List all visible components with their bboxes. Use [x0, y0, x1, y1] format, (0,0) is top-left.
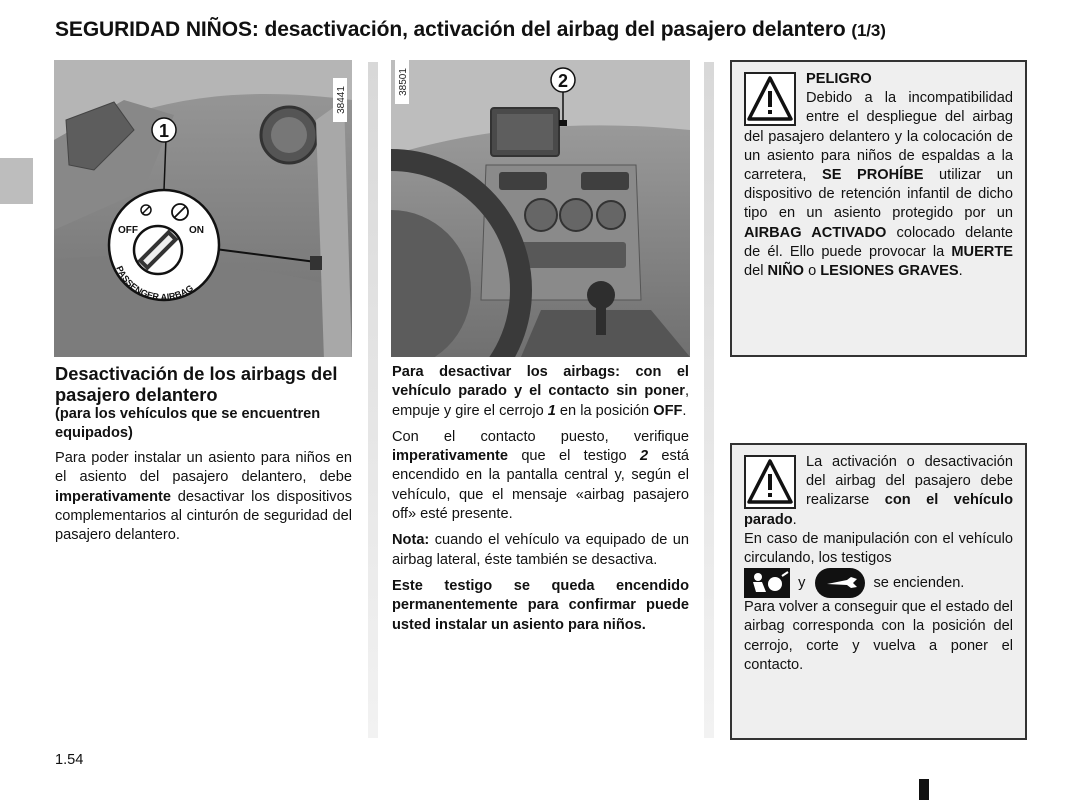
airbag-warning-icon [744, 568, 790, 598]
notice-stopped-paragraph: La activación o desactivación del airbag del pasajero debe realizarse con el vehículo parado. [744, 454, 1013, 528]
deactivation-steps-paragraph: Para desactivar los airbags: con el vehículo parado y el contacto sin poner, empuje y gire el cerrojo 1 en la posición OFF. [392, 364, 689, 419]
section-side-tab [0, 158, 33, 204]
notice-box [730, 443, 1027, 740]
figure-ref-code-right: 38501 [398, 68, 409, 96]
page-part-indicator: (1/3) [851, 21, 886, 40]
intro-paragraph: Para poder instalar un asiento para niños en el asiento del pasajero delantero, debe imperativamente desactivar los dispositivos complementarios al cinturón de seguridad del pasajero delantero. [55, 450, 352, 544]
middle-column [392, 363, 689, 642]
page-title-text: SEGURIDAD NIÑOS: desactivación, activación del airbag del pasajero delantero [55, 18, 846, 41]
section-subheading: (para los vehículos que se encuentren equipados) [55, 406, 321, 441]
dial-off-label: OFF [118, 225, 138, 236]
figure-ref-code-left: 38441 [336, 86, 347, 114]
figure-airbag-switch-illustration [54, 60, 352, 357]
notice-driving-paragraph: En caso de manipulación con el vehículo circulando, los testigos y se encienden. [744, 530, 1013, 598]
warning-triangle-icon [744, 455, 796, 509]
page-corner-mark [919, 779, 929, 800]
figure-dashboard-illustration [391, 60, 690, 357]
page-number: 1.54 [55, 752, 84, 768]
callout-2: 2 [557, 71, 569, 91]
left-column [55, 363, 352, 552]
danger-title: PELIGRO [806, 71, 872, 87]
danger-text: Debido a la incompatibilidad entre el despliegue del airbag del pasajero delantero y la colocación de un asiento para niños de espaldas a la carretera, SE PROHÍBE utilizar un dispositivo de retención infantil de dicho tipo en un asiento protegido por un AIRBAG ACTIVADO colocado delante de él. Ello puede provocar la MUERTE del NIÑO o LESIONES GRAVES. [744, 90, 1014, 280]
section-heading: Desactivación de los airbags del pasajero delantero [55, 363, 338, 405]
verify-indicator-paragraph: Con el contacto puesto, verifique imperativamente que el testigo 2 está encendido en la pantalla central y, según el vehículo, que el mensaje «airbag pasajero off» esté presente. [392, 428, 689, 523]
danger-box [730, 60, 1027, 357]
page-title [55, 18, 886, 42]
dial-on-label: ON [189, 225, 204, 236]
note-paragraph: Nota: cuando el vehículo va equipado de un airbag lateral, éste también se desactiva. [392, 532, 689, 568]
figure-dashboard [391, 60, 690, 357]
indicator-stays-on-paragraph: Este testigo se queda encendido permanentemente para confirmar puede usted instalar un asiento para niños. [392, 577, 689, 633]
column-divider-left [368, 62, 378, 738]
warning-triangle-icon [744, 72, 796, 126]
callout-1: 1 [158, 121, 170, 141]
figure-airbag-switch [54, 60, 352, 357]
notice-restore-paragraph: Para volver a conseguir que el estado del airbag corresponda con la posición del cerrojo, corte y vuelva a poner el contacto. [744, 599, 1013, 673]
dial-passenger-airbag-label: PASSENGER AIRBAG [114, 264, 196, 303]
column-divider-right [704, 62, 714, 738]
service-wrench-icon [815, 568, 865, 598]
